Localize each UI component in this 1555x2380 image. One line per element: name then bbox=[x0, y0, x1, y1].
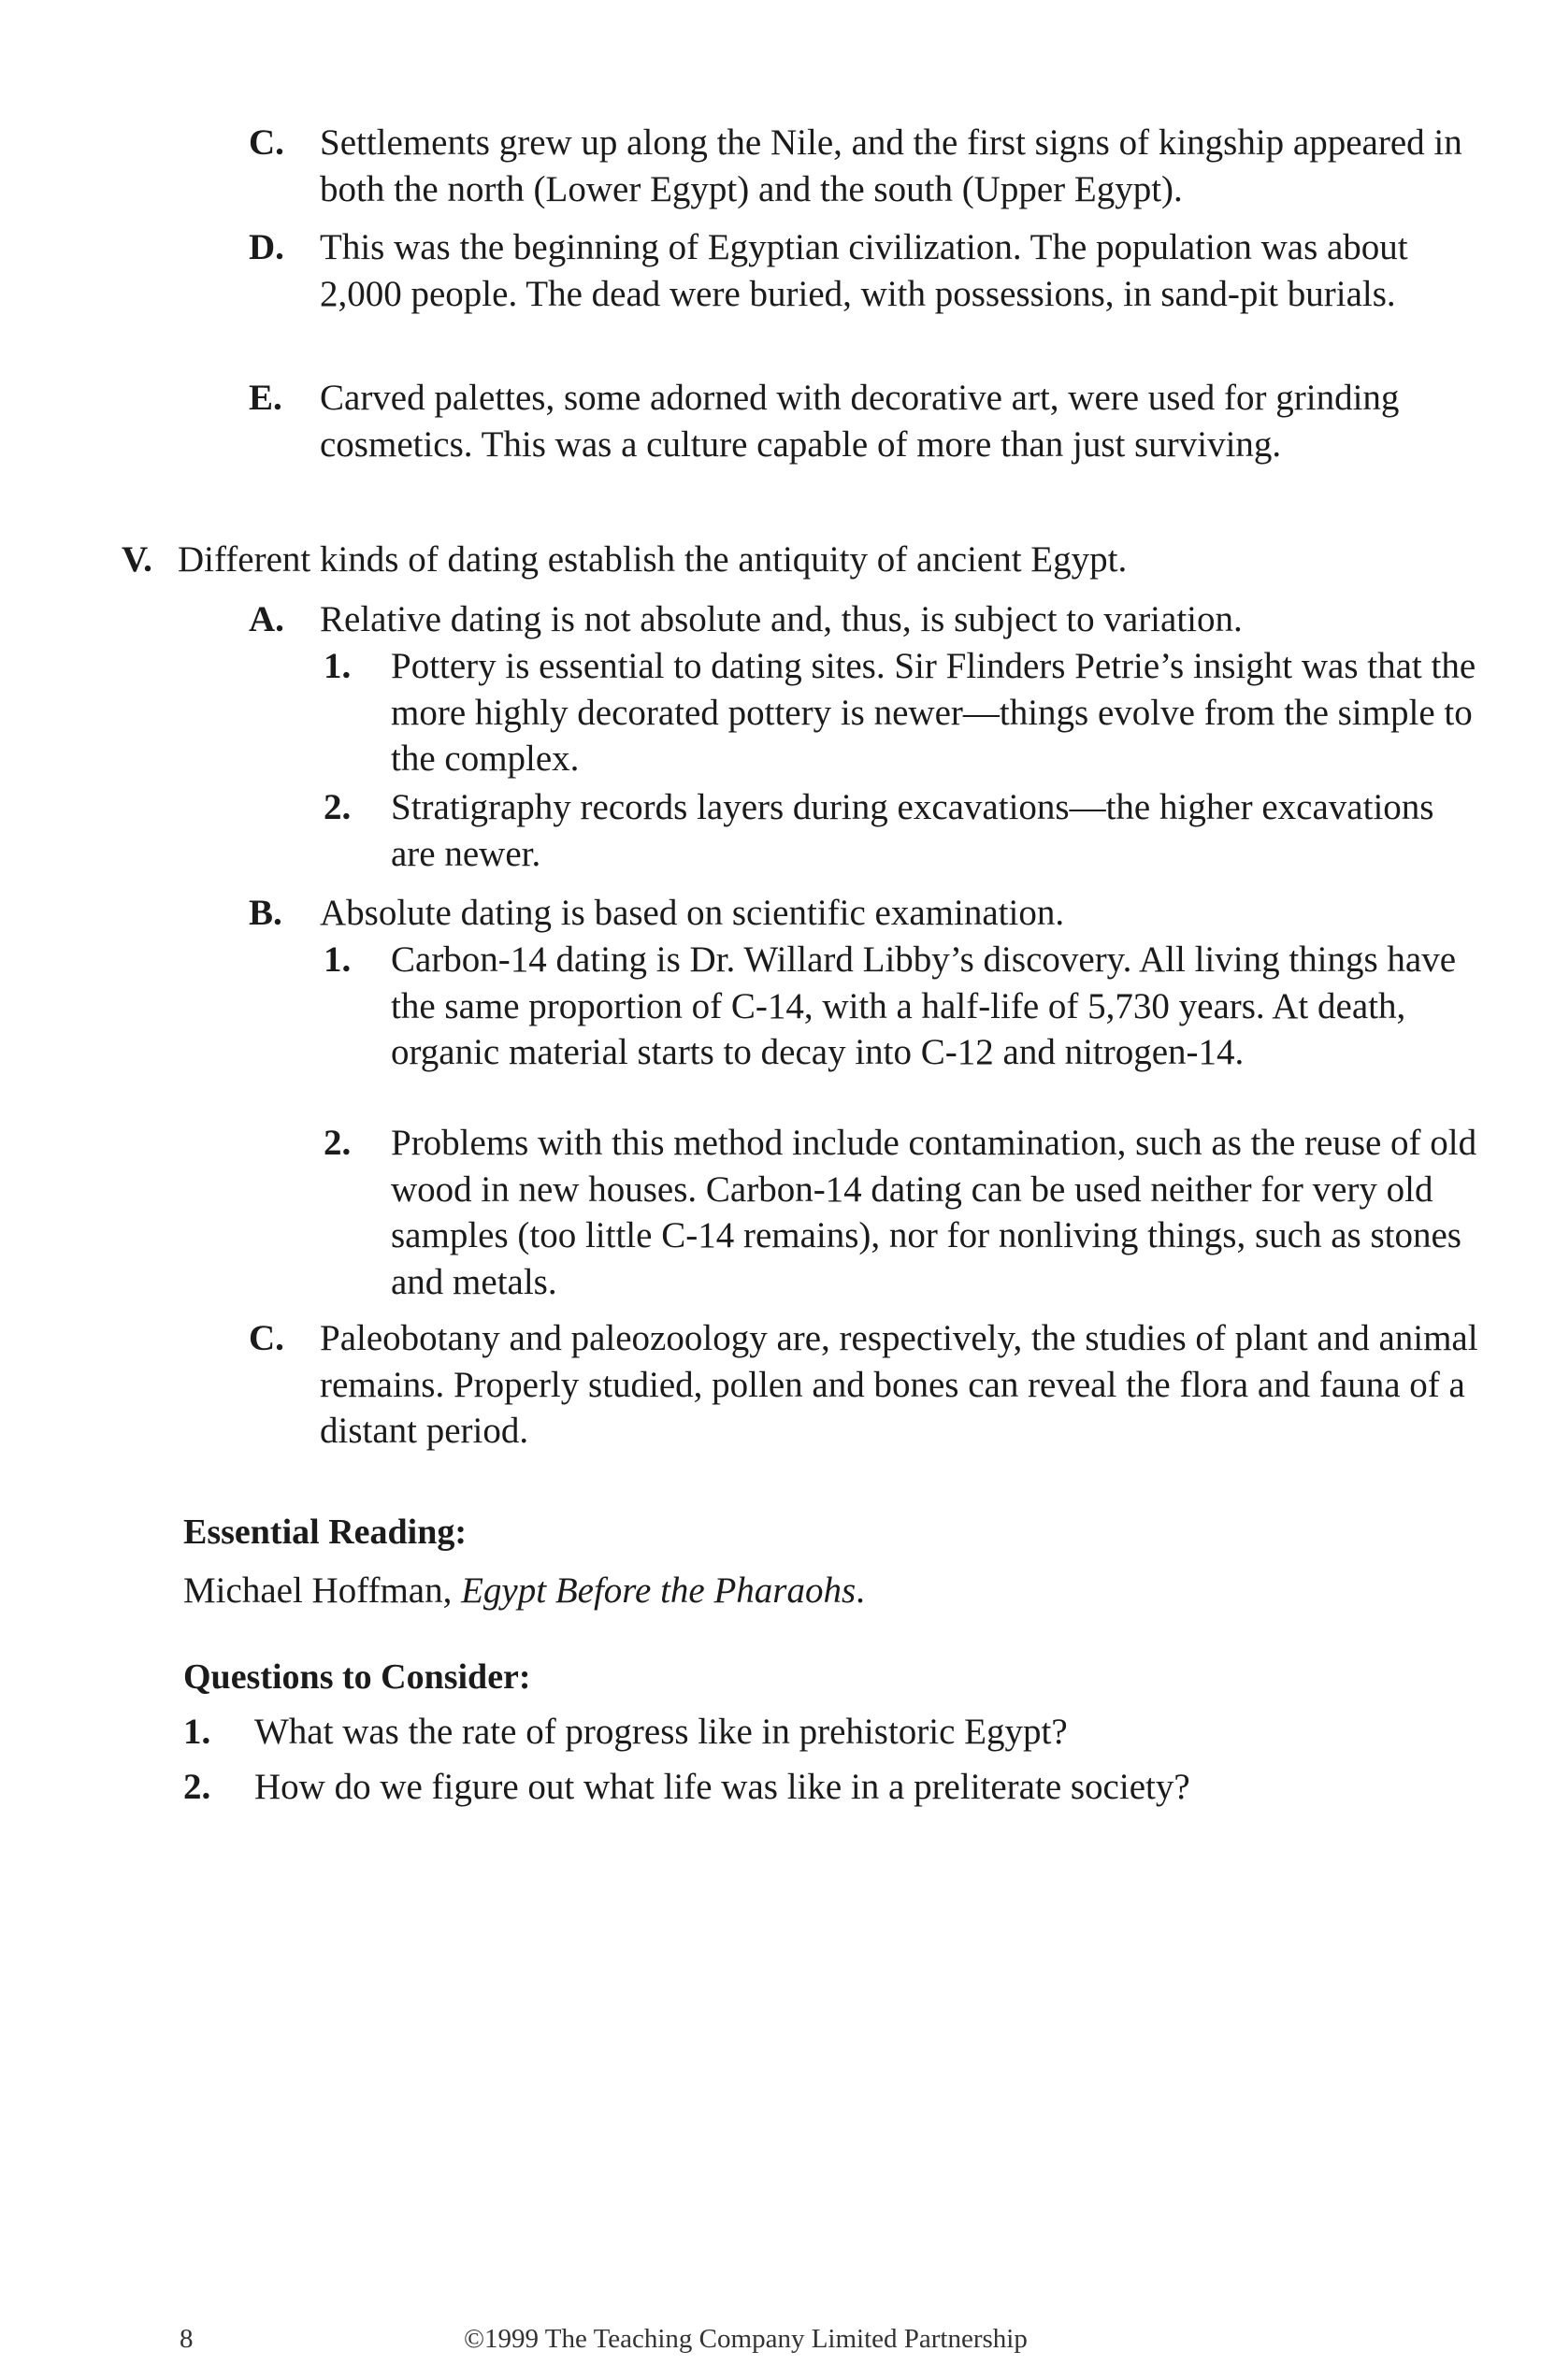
outline-text: Pottery is essential to dating sites. Sir Flinders Petrie’s insight was that the more highly decorated pottery is newer—things evolve from the simple to the complex. bbox=[391, 646, 1476, 779]
question-number: 1. bbox=[183, 1712, 211, 1752]
essential-reading-heading: Essential Reading: bbox=[183, 1513, 467, 1552]
outline-label: 1. bbox=[324, 646, 352, 686]
outline-item-v-b bbox=[249, 890, 1479, 937]
outline-label: C. bbox=[249, 1318, 284, 1358]
citation-end: . bbox=[856, 1570, 865, 1611]
question-item bbox=[183, 1709, 1479, 1756]
outline-label: 2. bbox=[324, 787, 352, 827]
outline-text: Relative dating is not absolute and, thus, is subject to variation. bbox=[320, 599, 1243, 639]
outline-text: Problems with this method include contamination, such as the reuse of old wood in new houses. Carbon-14 dating can be used neither for very old samples (too little C-14 remains), nor for nonliving things, such as stones and metals. bbox=[391, 1123, 1477, 1302]
essential-reading-citation bbox=[183, 1568, 865, 1614]
outline-label: A. bbox=[249, 599, 284, 639]
questions-heading: Questions to Consider: bbox=[183, 1657, 531, 1697]
outline-text: Carved palettes, some adorned with decorative art, were used for grinding cosmetics. This was a culture capable of more than just surviving. bbox=[320, 378, 1400, 465]
outline-label: E. bbox=[249, 378, 282, 418]
outline-item-iv-e bbox=[249, 375, 1479, 467]
page-number: 8 bbox=[180, 2324, 194, 2354]
outline-item-v-b-2 bbox=[324, 1120, 1479, 1305]
outline-text: Carbon-14 dating is Dr. Willard Libby’s discovery. All living things have the same proportion of C-14, with a half-life of 5,730 years. At death, organic material starts to decay into C-12 and nitrogen-14. bbox=[391, 939, 1457, 1072]
outline-item-v-a-1 bbox=[324, 643, 1479, 782]
outline-label: D. bbox=[249, 227, 284, 267]
outline-item-iv-d bbox=[249, 224, 1479, 317]
outline-item-v-a-2 bbox=[324, 784, 1479, 877]
outline-text: Absolute dating is based on scientific examination. bbox=[320, 893, 1065, 933]
outline-item-v-a bbox=[249, 596, 1479, 643]
citation-title: Egypt Before the Pharaohs bbox=[461, 1570, 857, 1611]
outline-label: 2. bbox=[324, 1123, 352, 1163]
question-text: What was the rate of progress like in prehistoric Egypt? bbox=[254, 1712, 1068, 1752]
citation-author: Michael Hoffman, bbox=[183, 1570, 462, 1611]
outline-item-v bbox=[122, 537, 1477, 583]
outline-text: Settlements grew up along the Nile, and the first signs of kingship appeared in both the north (Lower Egypt) and the south (Upper Egypt). bbox=[320, 122, 1462, 209]
outline-text: This was the beginning of Egyptian civilization. The population was about 2,000 people. The dead were buried, with possessions, in sand-pit burials. bbox=[320, 227, 1408, 314]
outline-label: V. bbox=[122, 539, 152, 580]
outline-label: C. bbox=[249, 122, 284, 163]
outline-text: Different kinds of dating establish the antiquity of ancient Egypt. bbox=[178, 539, 1128, 580]
outline-item-v-b-1 bbox=[324, 937, 1479, 1076]
outline-item-iv-c bbox=[249, 120, 1479, 212]
outline-text: Stratigraphy records layers during excavations—the higher excavations are newer. bbox=[391, 787, 1434, 874]
footer-copyright: ©1999 The Teaching Company Limited Partnership bbox=[464, 2324, 1028, 2354]
question-number: 2. bbox=[183, 1767, 211, 1807]
question-item bbox=[183, 1764, 1479, 1811]
outline-text: Paleobotany and paleozoology are, respectively, the studies of plant and animal remains. Properly studied, pollen and bones can reveal the flora and fauna of a distant period. bbox=[320, 1318, 1478, 1451]
outline-item-v-c bbox=[249, 1315, 1479, 1455]
question-text: How do we figure out what life was like in a preliterate society? bbox=[254, 1767, 1190, 1807]
outline-label: B. bbox=[249, 893, 282, 933]
outline-label: 1. bbox=[324, 939, 352, 980]
